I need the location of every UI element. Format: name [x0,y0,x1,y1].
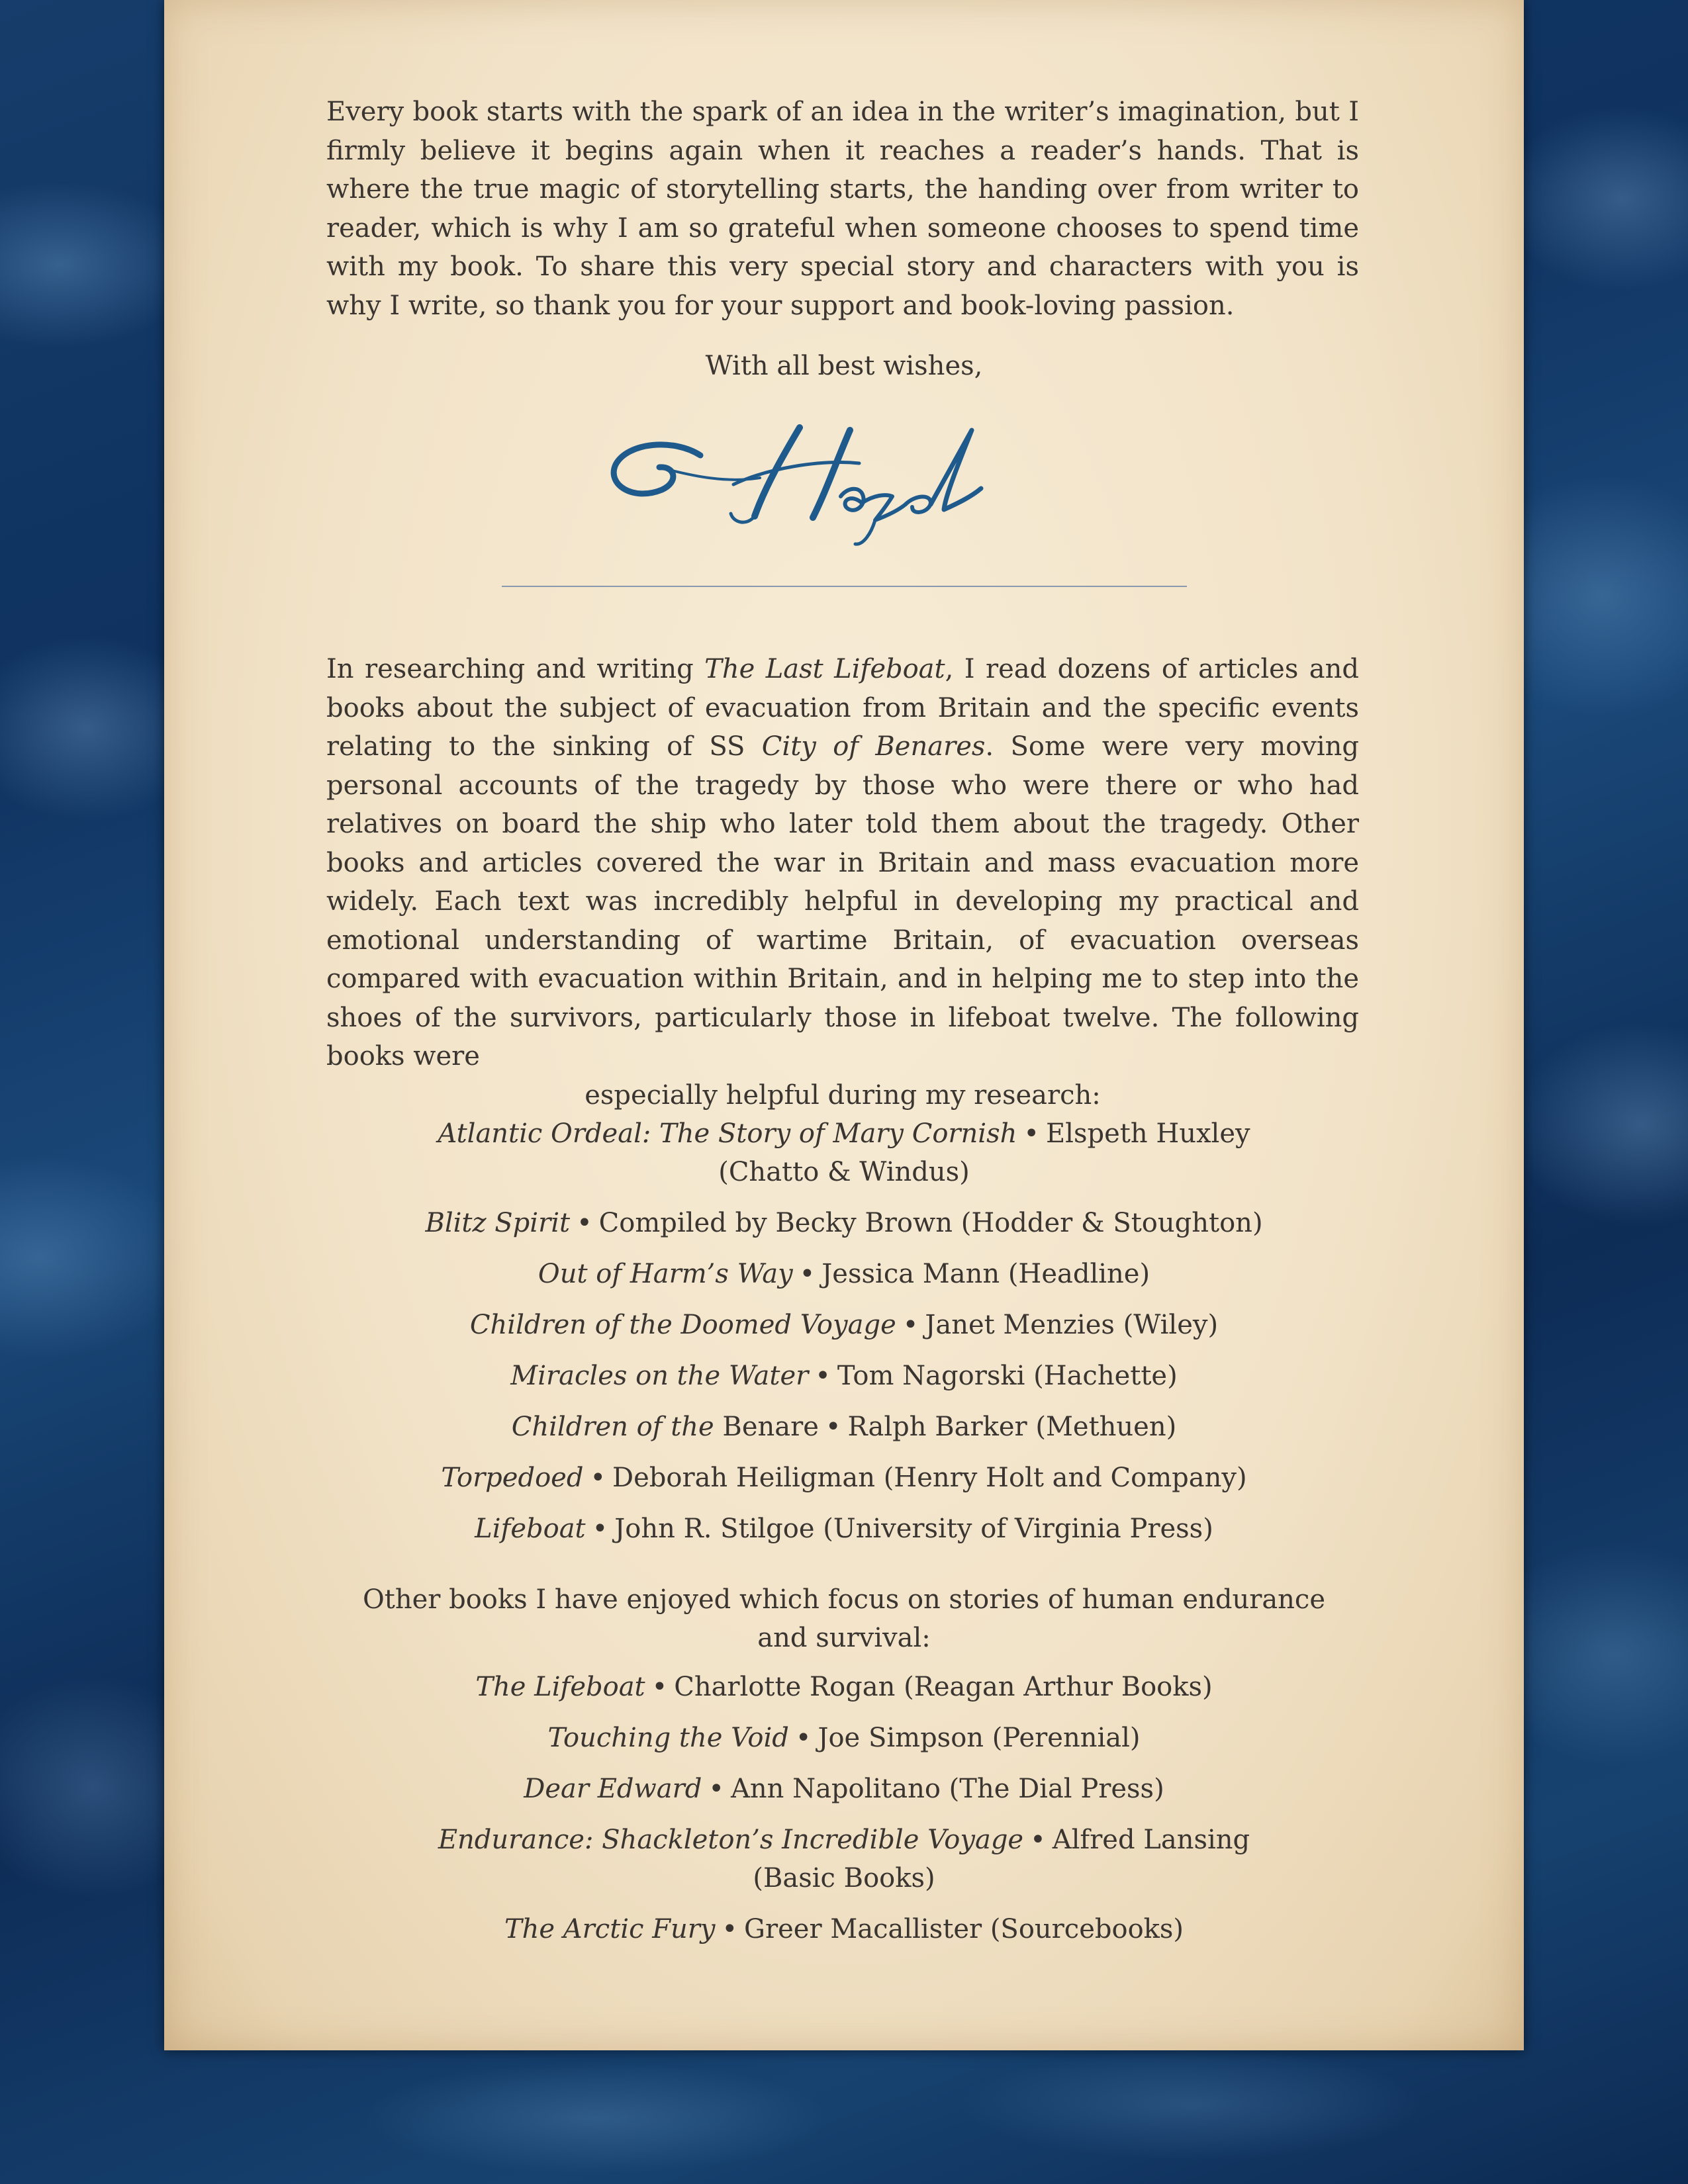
list-item [164,1910,1524,1948]
book-title: Children of the [511,1412,714,1442]
book-details: Alfred Lansing [1052,1825,1250,1855]
parchment-page [164,0,1524,2050]
bullet-separator: • [902,1310,919,1340]
bullet-separator: • [799,1259,816,1289]
book-details: Ralph Barker (Methuen) [847,1412,1177,1442]
book-title: The Lifeboat [475,1672,645,1702]
bullet-separator: • [825,1412,841,1442]
bullet-separator: • [1030,1825,1046,1855]
book-title: Miracles on the Water [510,1361,809,1391]
letter-paragraph-block [326,93,1359,325]
book-title: The Arctic Fury [504,1914,716,1944]
list-item [164,1668,1524,1706]
book-title: Torpedoed [441,1463,584,1493]
book-details: Tom Nagorski (Hachette) [837,1361,1178,1391]
list-item [164,1770,1524,1808]
book-title: Endurance: Shackleton’s Incredible Voyage [438,1825,1024,1855]
bullet-separator: • [722,1914,738,1944]
bullet-separator: • [592,1514,608,1544]
book-title: Dear Edward [524,1774,702,1804]
book-details: Ann Napolitano (The Dial Press) [730,1774,1164,1804]
bullet-separator: • [708,1774,724,1804]
book-details: Charlotte Rogan (Reagan Arthur Books) [674,1672,1213,1702]
ship-name: City of Benares [761,731,986,762]
book-title: Blitz Spirit [425,1208,571,1238]
list-item [164,1357,1524,1395]
bullet-separator: • [815,1361,831,1391]
book-details: Elspeth Huxley [1045,1118,1250,1149]
book-title: Lifeboat [475,1514,586,1544]
list-item [164,1719,1524,1757]
book-title-roman: Benare [714,1412,819,1442]
research-intro-last-line: especially helpful during my research: [585,1079,1101,1111]
research-intro-text: In researching and writing [326,654,705,684]
list-item [164,1204,1524,1242]
book-details: John R. Stilgoe (University of Virginia Press) [614,1514,1213,1544]
other-intro-line-1: Other books I have enjoyed which focus on stories of human endurance [362,1584,1326,1615]
other-books-intro [164,1580,1524,1657]
book-title: Out of Harm’s Way [538,1259,793,1289]
research-paragraph-block [326,650,1359,1115]
list-item [164,1459,1524,1497]
research-intro-text-2: , I read dozens of articles and books about the subject of evacuation from Britain and the specific events relating to the sinking of SS [326,654,1360,762]
other-book-list [164,1580,1524,1961]
book-title: Touching the Void [547,1723,789,1753]
book-details: Janet Menzies (Wiley) [925,1310,1219,1340]
research-book-list [164,1115,1524,1561]
letter-paragraph: Every book starts with the spark of an idea in the writer’s imagination, but I firmly believe it begins again when it reaches a reader’s hands. That is where the true magic of storytelling starts, the handing over from writer to reader, which is why I am so grateful when someone chooses to spend time with my book. To share this very special story and characters with you is why I write, so thank you for your support and book-loving passion. [326,97,1359,321]
list-item [164,1408,1524,1446]
signature-hazel [601,404,1011,549]
book-details: Compiled by Becky Brown (Hodder & Stoughton) [598,1208,1263,1238]
bullet-separator: • [1023,1118,1039,1149]
bullet-separator: • [590,1463,606,1493]
book-details: Greer Macallister (Sourcebooks) [744,1914,1184,1944]
book-publisher: (Chatto & Windus) [718,1157,970,1187]
book-title: Atlantic Ordeal: The Story of Mary Cornish [438,1118,1017,1149]
book-title-last-lifeboat: The Last Lifeboat [704,654,945,684]
list-item [164,1510,1524,1548]
list-item [164,1115,1524,1191]
research-intro-text-3: . Some were very moving personal accounts of the tragedy by those who were there or who had relatives on board the ship who later told them about the tragedy. Other books and articles covered the war in Britain and mass evacuation more widely. Each text was incredibly helpful in developing my practical and emotional understanding of wartime Britain, of evacuation overseas compared with evacuation within Britain, and in helping me to step into the shoes of the survivors, particularly those in lifeboat twelve. The following books were [326,731,1360,1071]
list-item [164,1306,1524,1344]
letter-closing: With all best wishes, [705,351,983,381]
list-item [164,1821,1524,1897]
book-details: Jessica Mann (Headline) [821,1259,1150,1289]
book-title: Children of the Doomed Voyage [469,1310,896,1340]
book-details: Deborah Heiligman (Henry Holt and Company) [612,1463,1247,1493]
other-intro-line-2: and survival: [757,1623,931,1653]
book-publisher: (Basic Books) [753,1863,935,1893]
bullet-separator: • [651,1672,668,1702]
research-paragraph [326,650,1359,1115]
list-item [164,1255,1524,1293]
book-details: Joe Simpson (Perennial) [818,1723,1141,1753]
bullet-separator: • [577,1208,592,1238]
section-divider [502,586,1187,587]
bullet-separator: • [795,1723,812,1753]
